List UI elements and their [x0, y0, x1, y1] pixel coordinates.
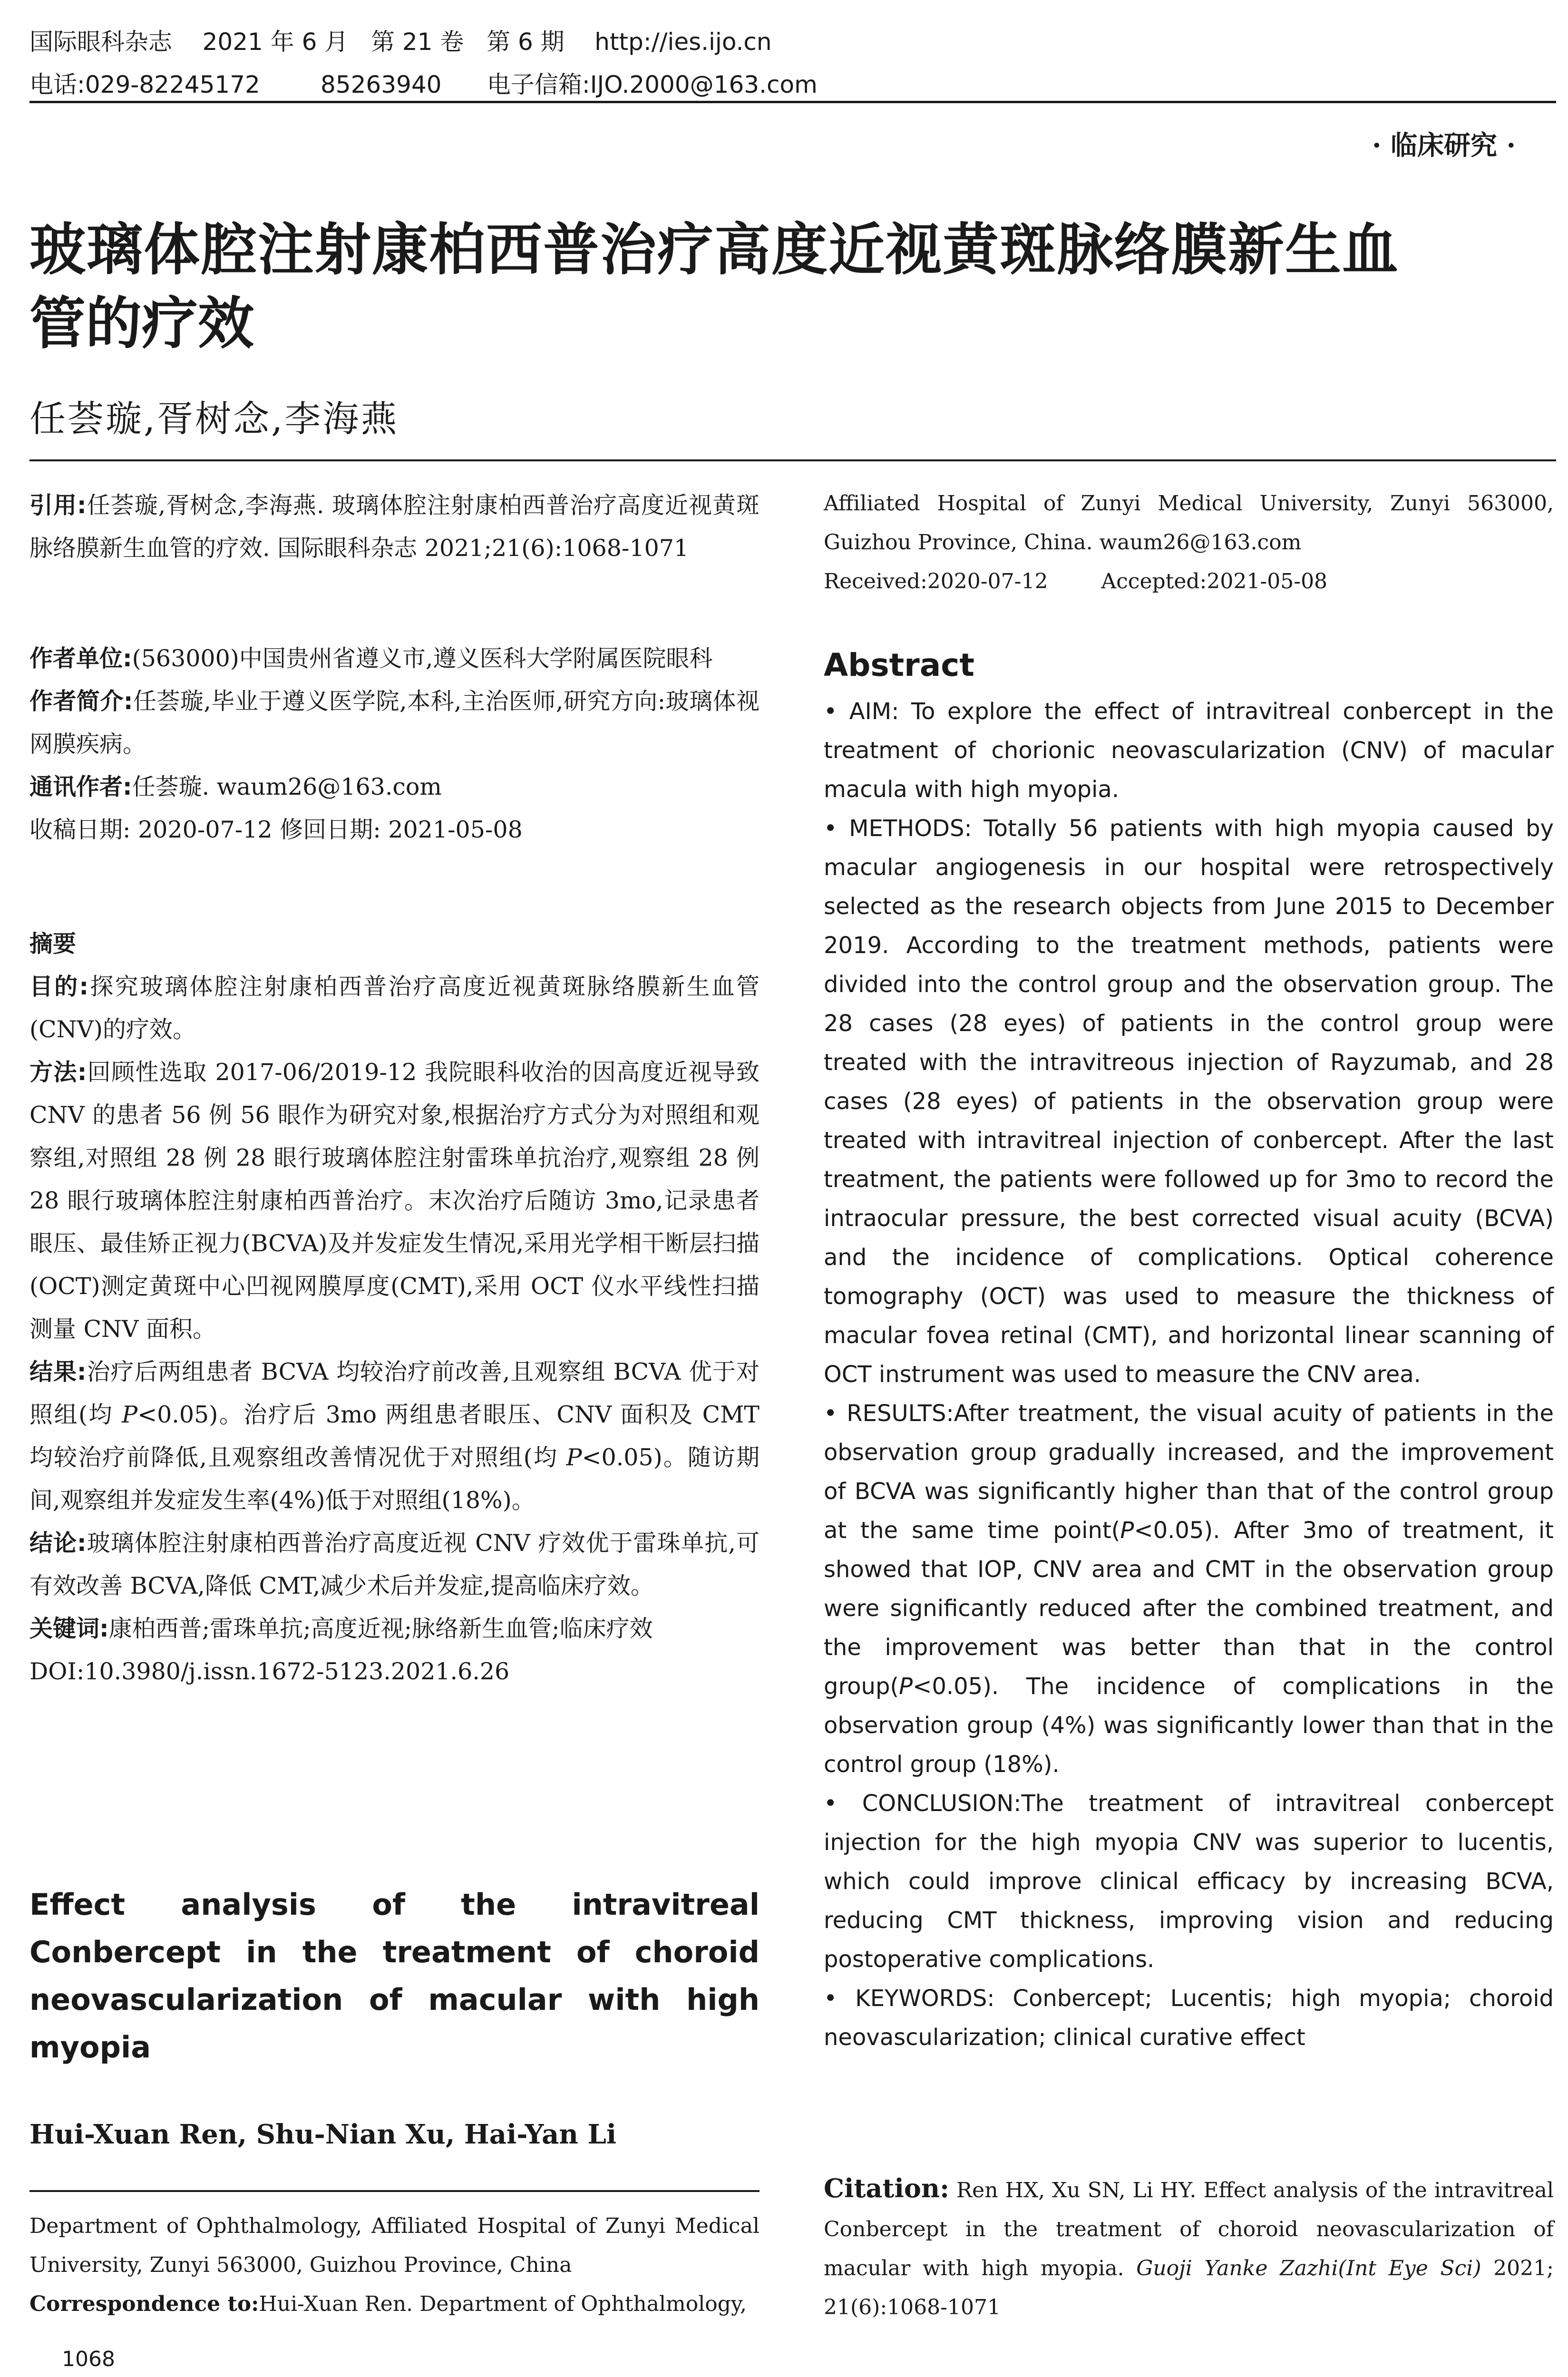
author-unit-label: 作者单位: — [29, 645, 132, 672]
author-intro — [29, 680, 760, 766]
journal-header-line1 — [29, 23, 772, 57]
conclusion-cn-text: 玻璃体腔注射康柏西普治疗高度近视 CNV 疗效优于雷珠单抗,可有效改善 BCVA,降低 CMT,减少术后并发症,提高临床疗效。 — [29, 1529, 760, 1599]
methods-en-text: Totally 56 patients with high myopia caused by macular angiogenesis in our hospital were retrospectively selected as the research objects from June 2015 to December 2019. According to the treatment methods, patients were divided into the control group and the observation group. The 28 cases (28 eyes) of patients in the control group were treated with the intravitreous injection of Rayzumab, and 28 cases (28 eyes) of patients in the observation group were treated with intravitreal injection of conbercept. After the last treatment, the patients were followed up for 3mo to record the intraocular pressure, the best corrected visual acuity (BCVA) and the incidence of complications. Optical coherence tomography (OCT) was used to measure the thickness of macular fovea retinal (CMT), and horizontal linear scanning of OCT instrument was used to measure the CNV area. — [824, 815, 1554, 1388]
results-cn-text-2: <0.05)。治疗后 3mo 两组患者眼压、CNV 面积及 CMT 均较治疗前降低,且观察组改善情况优于对照组(均 — [29, 1401, 760, 1471]
received-en: Received:2020-07-12 — [824, 569, 1048, 594]
abstract-en-heading: Abstract — [824, 647, 974, 683]
author-unit — [29, 637, 760, 680]
doi[interactable]: DOI:10.3980/j.issn.1672-5123.2021.6.26 — [29, 1658, 510, 1685]
department-en-text: Department of Ophthalmology, Affiliated Hospital of Zunyi Medical University, Zunyi 563000, Guizhou Province, China — [29, 2214, 760, 2277]
author-rule — [29, 459, 1556, 461]
abstract-en-keywords — [824, 1979, 1554, 2057]
corresponding-author-text: 任荟璇. waum26@163.com — [132, 773, 442, 800]
keywords-en-text: Conbercept; Lucentis; high myopia; choroid neovascularization; clinical curative effect — [824, 1985, 1554, 2051]
results-cn-p2: P — [566, 1444, 582, 1471]
abstract-cn — [29, 923, 760, 1693]
revised-cn: 修回日期: 2021-05-08 — [280, 816, 523, 843]
header-rule — [29, 101, 1556, 103]
authors-cn: 任荟璇,胥树念,李海燕 — [29, 398, 399, 440]
dates-en — [824, 562, 1327, 601]
results-en-p2: P — [899, 1673, 913, 1700]
methods-cn-text: 回顾性选取 2017-06/2019-12 我院眼科收治的因高度近视导致 CNV 的患者 56 例 56 眼作为研究对象,根据治疗方式分为对照组和观察组,对照组 28 例 28 眼行玻璃体腔注射雷珠单抗治疗,观察组 28 例 28 眼行玻璃体腔注射康柏西普治疗。末次治疗后随访 3mo,记录患者眼压、最佳矫正视力(BCVA)及并发症发生情况,采用光学相干断层扫描(OCT)测定黄斑中心凹视网膜厚度(CMT),采用 OCT 仪水平线性扫描测量 CNV 面积。 — [29, 1059, 760, 1343]
methods-cn-label: 方法: — [29, 1059, 87, 1086]
results-cn-label: 结果: — [29, 1358, 87, 1385]
results-cn-p1: P — [122, 1401, 138, 1428]
correspondence-label: Correspondence to: — [29, 2292, 259, 2316]
abstract-cn-aim — [29, 965, 760, 1051]
title-cn-line1: 玻璃体腔注射康柏西普治疗高度近视黄斑脉络膜新生血 — [29, 217, 1400, 283]
journal-email[interactable]: 电子信箱:IJO.2000@163.com — [487, 71, 818, 98]
authors-en: Hui-Xuan Ren, Shu-Nian Xu, Hai-Yan Li — [29, 2119, 617, 2150]
results-cn-text-3: <0.05)。随访期间,观察组并发症发生率(4%)低于对照组(18%)。 — [29, 1444, 760, 1514]
abstract-cn-keywords — [29, 1607, 760, 1650]
section-tag: · 临床研究 · — [1372, 130, 1516, 161]
abstract-en-aim — [824, 692, 1554, 809]
abstract-en-conclusion — [824, 1784, 1554, 1979]
journal-phone: 电话:029-82245172 — [29, 71, 260, 98]
citation-cn-label: 引用: — [29, 492, 87, 519]
journal-issue: 2021 年 6 月 第 21 卷 第 6 期 — [202, 28, 565, 56]
citation-cn — [29, 484, 760, 570]
citation-en-label: Citation: — [824, 2173, 950, 2203]
citation-en-journal: Guoji Yanke Zazhi(Int Eye Sci) — [1136, 2256, 1481, 2280]
department-en — [29, 2207, 760, 2324]
results-en-text-1: After treatment, the visual acuity of patients in the observation group gradually increased, and the improvement of BCVA was significantly higher than that of the control group at the same time point( — [824, 1400, 1554, 1544]
keywords-cn-text: 康柏西普;雷珠单抗;高度近视;脉络新生血管;临床疗效 — [108, 1615, 653, 1642]
received-cn: 收稿日期: 2020-07-12 — [29, 816, 273, 843]
citation-en-text-2: 2021; 21(6):1068-1071 — [824, 2256, 1554, 2319]
results-en-p1: P — [1120, 1517, 1134, 1544]
abstract-en-methods — [824, 809, 1554, 1394]
corresponding-author-label: 通讯作者: — [29, 773, 132, 800]
author-intro-text: 任荟璇,毕业于遵义医学院,本科,主治医师,研究方向:玻璃体视网膜疾病。 — [29, 688, 760, 758]
dates-cn — [29, 809, 760, 851]
keywords-en-label: • KEYWORDS: — [824, 1985, 995, 2012]
author-intro-label: 作者简介: — [29, 688, 133, 715]
correspondence-text: Hui-Xuan Ren. Department of Ophthalmology, — [259, 2292, 747, 2316]
citation-cn-text: 任荟璇,胥树念,李海燕. 玻璃体腔注射康柏西普治疗高度近视黄斑脉络膜新生血管的疗效. 国际眼科杂志 2021;21(6):1068-1071 — [29, 492, 760, 562]
results-en-text-3: <0.05). The incidence of complications in the observation group (4%) was significantly lower than that in the control group (18%). — [824, 1673, 1554, 1778]
conclusion-en-label: • CONCLUSION: — [824, 1790, 1022, 1817]
aim-cn-text: 探究玻璃体腔注射康柏西普治疗高度近视黄斑脉络膜新生血管(CNV)的疗效。 — [29, 973, 760, 1043]
journal-name: 国际眼科杂志 — [29, 28, 172, 56]
accepted-en: Accepted:2021-05-08 — [1101, 569, 1328, 594]
citation-en-text-1: Ren HX, Xu SN, Li HY. Effect analysis of the intravitreal Conbercept in the treatment of choroid neovascularization of macular with high myopia. — [824, 2178, 1554, 2280]
keywords-cn-label: 关键词: — [29, 1615, 109, 1642]
author-info-cn — [29, 637, 760, 851]
abstract-en-results — [824, 1394, 1554, 1784]
page-number: 1068 — [62, 2347, 115, 2371]
aim-cn-label: 目的: — [29, 973, 89, 1000]
department-rule — [29, 2190, 760, 2192]
abstract-en — [824, 692, 1554, 2057]
abstract-cn-conclusion — [29, 1522, 760, 1607]
abstract-cn-methods — [29, 1051, 760, 1351]
journal-header-line2 — [29, 66, 818, 100]
abstract-cn-heading: 摘要 — [29, 930, 77, 957]
author-unit-text: (563000)中国贵州省遵义市,遵义医科大学附属医院眼科 — [132, 645, 713, 672]
conclusion-en-text: The treatment of intravitreal conbercept injection for the high myopia CNV was superior to lucentis, which could improve clinical efficacy by increasing BCVA, reducing CMT thickness, improving vision and reducing postoperative complications. — [824, 1790, 1554, 1973]
correspondence-en — [29, 2285, 760, 2324]
results-en-label: • RESULTS: — [824, 1400, 954, 1427]
journal-url[interactable]: http://ies.ijo.cn — [594, 28, 772, 56]
aim-en-label: • AIM: — [824, 698, 899, 725]
journal-phone2: 85263940 — [320, 71, 442, 98]
abstract-cn-results — [29, 1351, 760, 1522]
title-cn-line2: 管的疗效 — [29, 291, 254, 356]
results-en-text-2: <0.05). After 3mo of treatment, it showed that IOP, CNV area and CMT in the observation group were significantly reduced after the combined treatment, and the improvement was better than that in the control group( — [824, 1517, 1554, 1700]
methods-en-label: • METHODS: — [824, 815, 972, 842]
citation-en — [824, 2169, 1554, 2327]
title-en: Effect analysis of the intravitreal Conbercept in the treatment of choroid neovascularization of macular with high myopia — [29, 1887, 760, 2065]
aim-en-text: To explore the effect of intravitreal conbercept in the treatment of chorionic neovascularization (CNV) of macular macula with high myopia. — [824, 698, 1554, 803]
corresponding-author — [29, 766, 760, 809]
conclusion-cn-label: 结论: — [29, 1529, 87, 1557]
affiliation-en-top: Affiliated Hospital of Zunyi Medical University, Zunyi 563000, Guizhou Province, China. waum26@163.com — [824, 491, 1554, 555]
results-cn-text-1: 治疗后两组患者 BCVA 均较治疗前改善,且观察组 BCVA 优于对照组(均 — [29, 1358, 760, 1428]
